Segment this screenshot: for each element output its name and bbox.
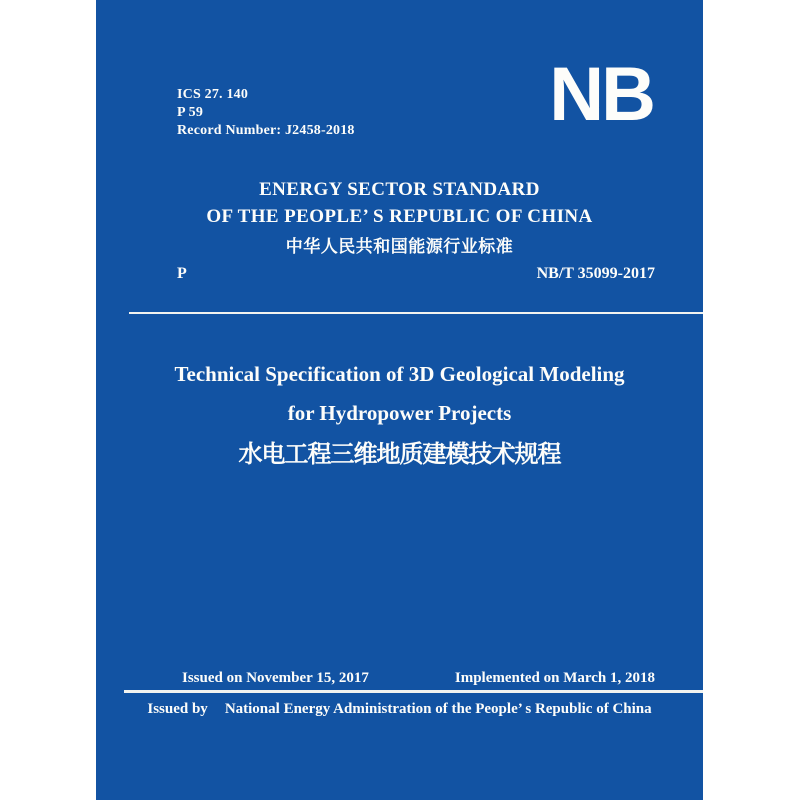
standard-header (96, 176, 703, 257)
ics-code: ICS 27. 140 (177, 87, 249, 102)
title-english-line-1: Technical Specification of 3D Geological Modeling (174, 362, 625, 386)
title-chinese: 水电工程三维地质建模技术规程 (238, 441, 561, 468)
issuer-row (96, 701, 703, 718)
classification-block (177, 86, 355, 140)
implemented-date: Implemented on March 1, 2018 (454, 670, 655, 686)
issued-date: Issued on November 15, 2017 (182, 670, 369, 686)
classification-letter: P (177, 265, 187, 282)
nb-standard-logo: NB (549, 52, 653, 137)
standard-code-row (177, 265, 655, 283)
class-code: P 59 (177, 105, 204, 120)
header-line-chinese: 中华人民共和国能源行业标准 (285, 237, 514, 256)
issuer-name: National Energy Administration of the People’ s Republic of China (224, 701, 652, 717)
issued-by-label: Issued by (147, 701, 208, 717)
top-divider-line (129, 312, 703, 314)
standard-cover-page (96, 0, 703, 800)
standard-number: NB/T 35099-2017 (536, 265, 655, 282)
standard-title (96, 355, 703, 470)
record-number: Record Number: J2458-2018 (177, 123, 355, 138)
dates-row (182, 670, 655, 687)
bottom-divider-line (124, 690, 703, 693)
header-line-2: OF THE PEOPLE’ S REPUBLIC OF CHINA (206, 206, 593, 227)
header-line-1: ENERGY SECTOR STANDARD (259, 179, 540, 200)
title-english-line-2: for Hydropower Projects (287, 401, 512, 425)
